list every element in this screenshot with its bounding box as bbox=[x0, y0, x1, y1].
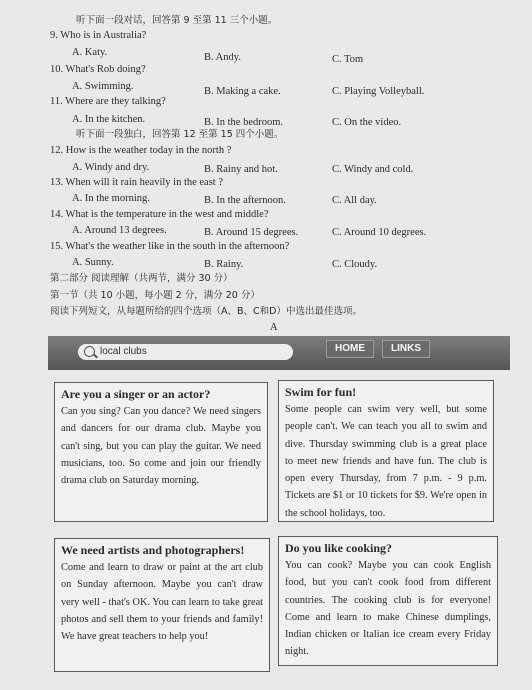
ad-drama-club bbox=[54, 382, 268, 522]
reading-instruction: 阅读下列短文，从每题所给的四个选项（A、B、C和D）中选出最佳选项。 bbox=[50, 306, 362, 317]
search-icon bbox=[84, 346, 95, 357]
nav-links-tab[interactable]: LINKS bbox=[382, 340, 430, 358]
question-10: 10. What's Rob doing? bbox=[50, 64, 146, 75]
ad-cooking-body: You can cook? Maybe you can cook English food, but you can't cook food from different countries. The cooking club is for everyone! Come and learn to make Chinese dumplings, Indian chicken or Italian ice cream every Friday night. bbox=[285, 560, 491, 658]
ad-drama-body: Can you sing? Can you dance? We need singers and dancers for our drama club. Maybe you can't sing, but you can play the guitar. We need musicians, too. So come and join our friendly drama club on Saturday morning. bbox=[61, 406, 261, 487]
q13-option-c: C. All day. bbox=[332, 195, 377, 206]
question-11: 11. Where are they talking? bbox=[50, 96, 166, 107]
q11-option-b: B. In the bedroom. bbox=[204, 117, 284, 128]
question-15: 15. What's the weather like in the south in the afternoon? bbox=[50, 241, 290, 252]
ad-swim-body: Some people can swim very well, but some people can't. We can teach you all to swim and dive. Thursday swimming club is a great place to meet new friends and have fun. The club is open every Thursday, from 7 p.m. - 9 p.m. Tickets are $1 or 10 tickets for $9. We're open in the school holidays, too. bbox=[285, 404, 487, 519]
reading-section-title: 第一节（共 10 小题，每小题 2 分，满分 20 分） bbox=[50, 290, 260, 301]
ad-cooking-title: Do you like cooking? bbox=[285, 541, 393, 555]
q11-option-c: C. On the video. bbox=[332, 117, 402, 128]
q12-option-b: B. Rainy and hot. bbox=[204, 164, 278, 175]
ad-swim-title: Swim for fun! bbox=[285, 385, 357, 399]
q14-option-b: B. Around 15 degrees. bbox=[204, 227, 299, 238]
q9-option-b: B. Andy. bbox=[204, 52, 241, 63]
ad-art-body: Come and learn to draw or paint at the art club on Sunday afternoon. Maybe you can't draw very well - that's OK. You can learn to take great photos and sell them to your friends and family! We have great teachers to help you! bbox=[61, 562, 263, 643]
question-14: 14. What is the temperature in the west and middle? bbox=[50, 209, 269, 220]
ad-swimming-club bbox=[278, 380, 494, 522]
q9-option-a: A. Katy. bbox=[72, 47, 108, 58]
q15-option-b: B. Rainy. bbox=[204, 259, 244, 270]
q13-option-a: A. In the morning. bbox=[72, 193, 150, 204]
q10-option-b: B. Making a cake. bbox=[204, 86, 281, 97]
q10-option-a: A. Swimming. bbox=[72, 81, 134, 92]
reading-part-title: 第二部分 阅读理解（共两节，满分 30 分） bbox=[50, 273, 233, 284]
q15-option-a: A. Sunny. bbox=[72, 257, 114, 268]
question-13: 13. When will it rain heavily in the east ? bbox=[50, 177, 224, 188]
q14-option-a: A. Around 13 degrees. bbox=[72, 225, 167, 236]
q13-option-b: B. In the afternoon. bbox=[204, 195, 286, 206]
q15-option-c: C. Cloudy. bbox=[332, 259, 378, 270]
q12-option-a: A. Windy and dry. bbox=[72, 162, 150, 173]
q14-option-c: C. Around 10 degrees. bbox=[332, 227, 427, 238]
ad-art-club bbox=[54, 538, 270, 672]
q12-option-c: C. Windy and cold. bbox=[332, 164, 414, 175]
question-9: 9. Who is in Australia? bbox=[50, 30, 147, 41]
website-header bbox=[48, 336, 510, 370]
passage-label: A bbox=[270, 322, 278, 333]
ad-art-title: We need artists and photographers! bbox=[61, 543, 245, 557]
search-bar[interactable] bbox=[78, 344, 293, 360]
listening-intro-1: 听下面一段对话，回答第 9 至第 11 三个小题。 bbox=[76, 15, 278, 26]
search-text: local clubs bbox=[100, 345, 147, 357]
q10-option-c: C. Playing Volleyball. bbox=[332, 86, 425, 97]
q9-option-c: C. Tom bbox=[332, 54, 364, 65]
ad-drama-title: Are you a singer or an actor? bbox=[61, 387, 211, 401]
listening-intro-2: 听下面一段独白，回答第 12 至第 15 四个小题。 bbox=[76, 129, 284, 140]
q11-option-a: A. In the kitchen. bbox=[72, 114, 146, 125]
nav-home-tab[interactable]: HOME bbox=[326, 340, 374, 358]
question-12: 12. How is the weather today in the north ? bbox=[50, 145, 232, 156]
ad-cooking-club bbox=[278, 536, 498, 666]
